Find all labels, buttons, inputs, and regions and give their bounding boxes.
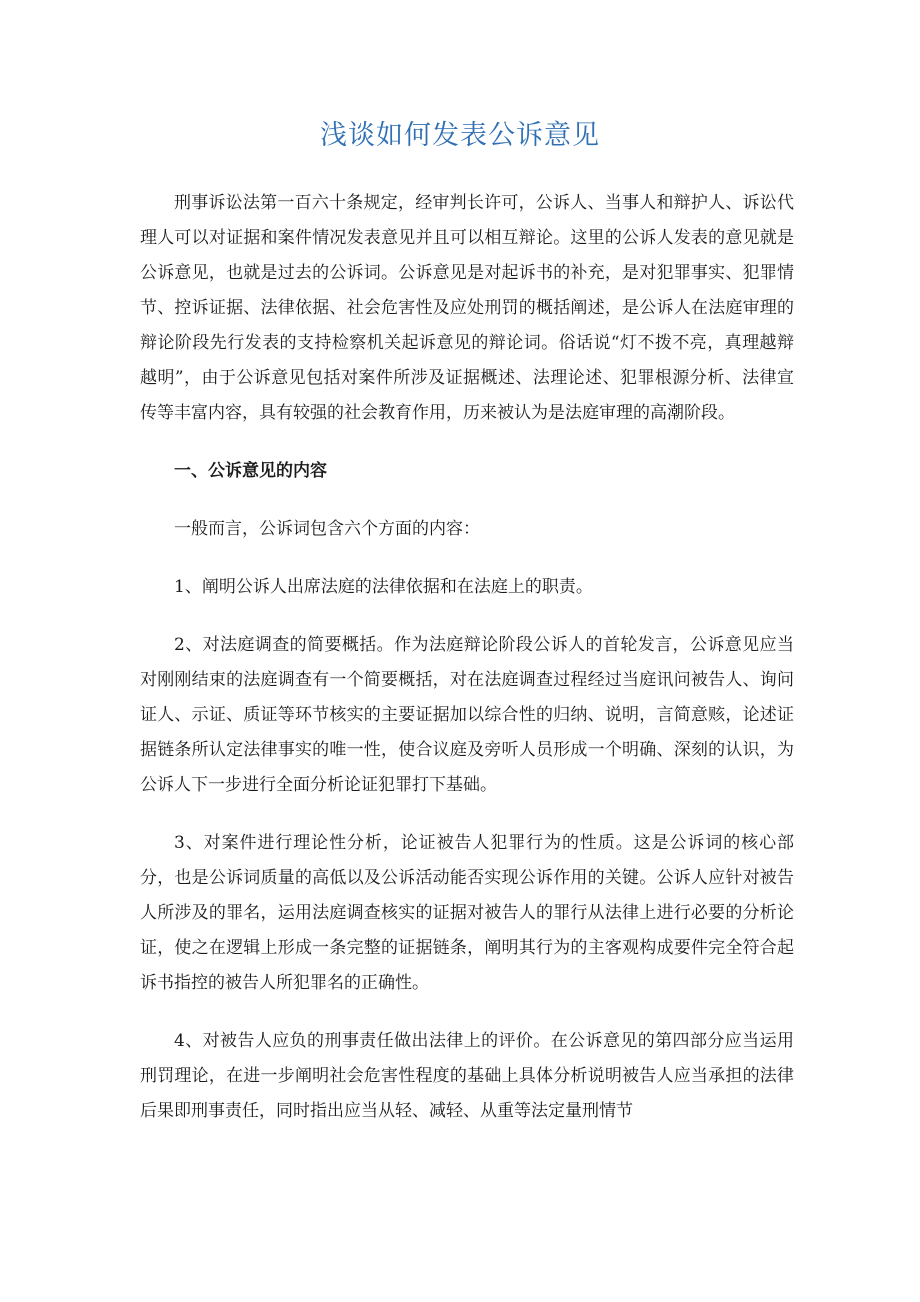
paragraph-point-4: 4、对被告人应负的刑事责任做出法律上的评价。在公诉意见的第四部分应当运用刑罚理论，在进一步阐明社会危害性程度的基础上具体分析说明被告人应当承担的法律后果即刑事责任，同时指出应当从轻、减轻、从重等法定量刑情节 bbox=[140, 1031, 794, 1121]
paragraph-overview: 一般而言，公诉词包含六个方面的内容： bbox=[174, 519, 480, 539]
paragraph-intro: 刑事诉讼法第一百六十条规定，经审判长许可，公诉人、当事人和辩护人、诉讼代理人可以对证据和案件情况发表意见并且可以相互辩论。这里的公诉人发表的意见就是公诉意见，也就是过去的公诉词。公诉意见是对起诉书的补充，是对犯罪事实、犯罪情节、控诉证据、法律依据、社会危害性及应处刑罚的概括阐述，是公诉人在法庭审理的辩论阶段先行发表的支持检察机关起诉意见的辩论词。俗话说“灯不拨不亮，真理越辩越明”，由于公诉意见包括对案件所涉及证据概述、法理论述、犯罪根源分析、法律宣传等丰富内容，具有较强的社会教育作用，历来被认为是法庭审理的高潮阶段。 bbox=[140, 193, 794, 423]
paragraph-point-1: 1、阐明公诉人出席法庭的法律依据和在法庭上的职责。 bbox=[174, 577, 593, 597]
paragraph-point-2: 2、对法庭调查的简要概括。作为法庭辩论阶段公诉人的首轮发言，公诉意见应当对刚刚结束的法庭调查有一个简要概括，对在法庭调查过程经过当庭讯问被告人、询问证人、示证、质证等环节核实的主要证据加以综合性的归纳、说明，言简意赅，论述证据链条所认定法律事实的唯一性，使合议庭及旁听人员形成一个明确、深刻的认识，为公诉人下一步进行全面分析论证犯罪打下基础。 bbox=[140, 635, 794, 795]
document-title: 浅谈如何发表公诉意见 bbox=[320, 120, 600, 151]
document-body bbox=[140, 186, 794, 1152]
paragraph-point-3: 3、对案件进行理论性分析，论证被告人犯罪行为的性质。这是公诉词的核心部分，也是公诉词质量的高低以及公诉活动能否实现公诉作用的关键。公诉人应针对被告人所涉及的罪名，运用法庭调查核实的证据对被告人的罪行从法律上进行必要的分析论证，使之在逻辑上形成一条完整的证据链条，阐明其行为的主客观构成要件完全符合起诉书指控的被告人所犯罪名的正确性。 bbox=[140, 833, 794, 993]
section-heading-content: 一、公诉意见的内容 bbox=[174, 461, 327, 481]
